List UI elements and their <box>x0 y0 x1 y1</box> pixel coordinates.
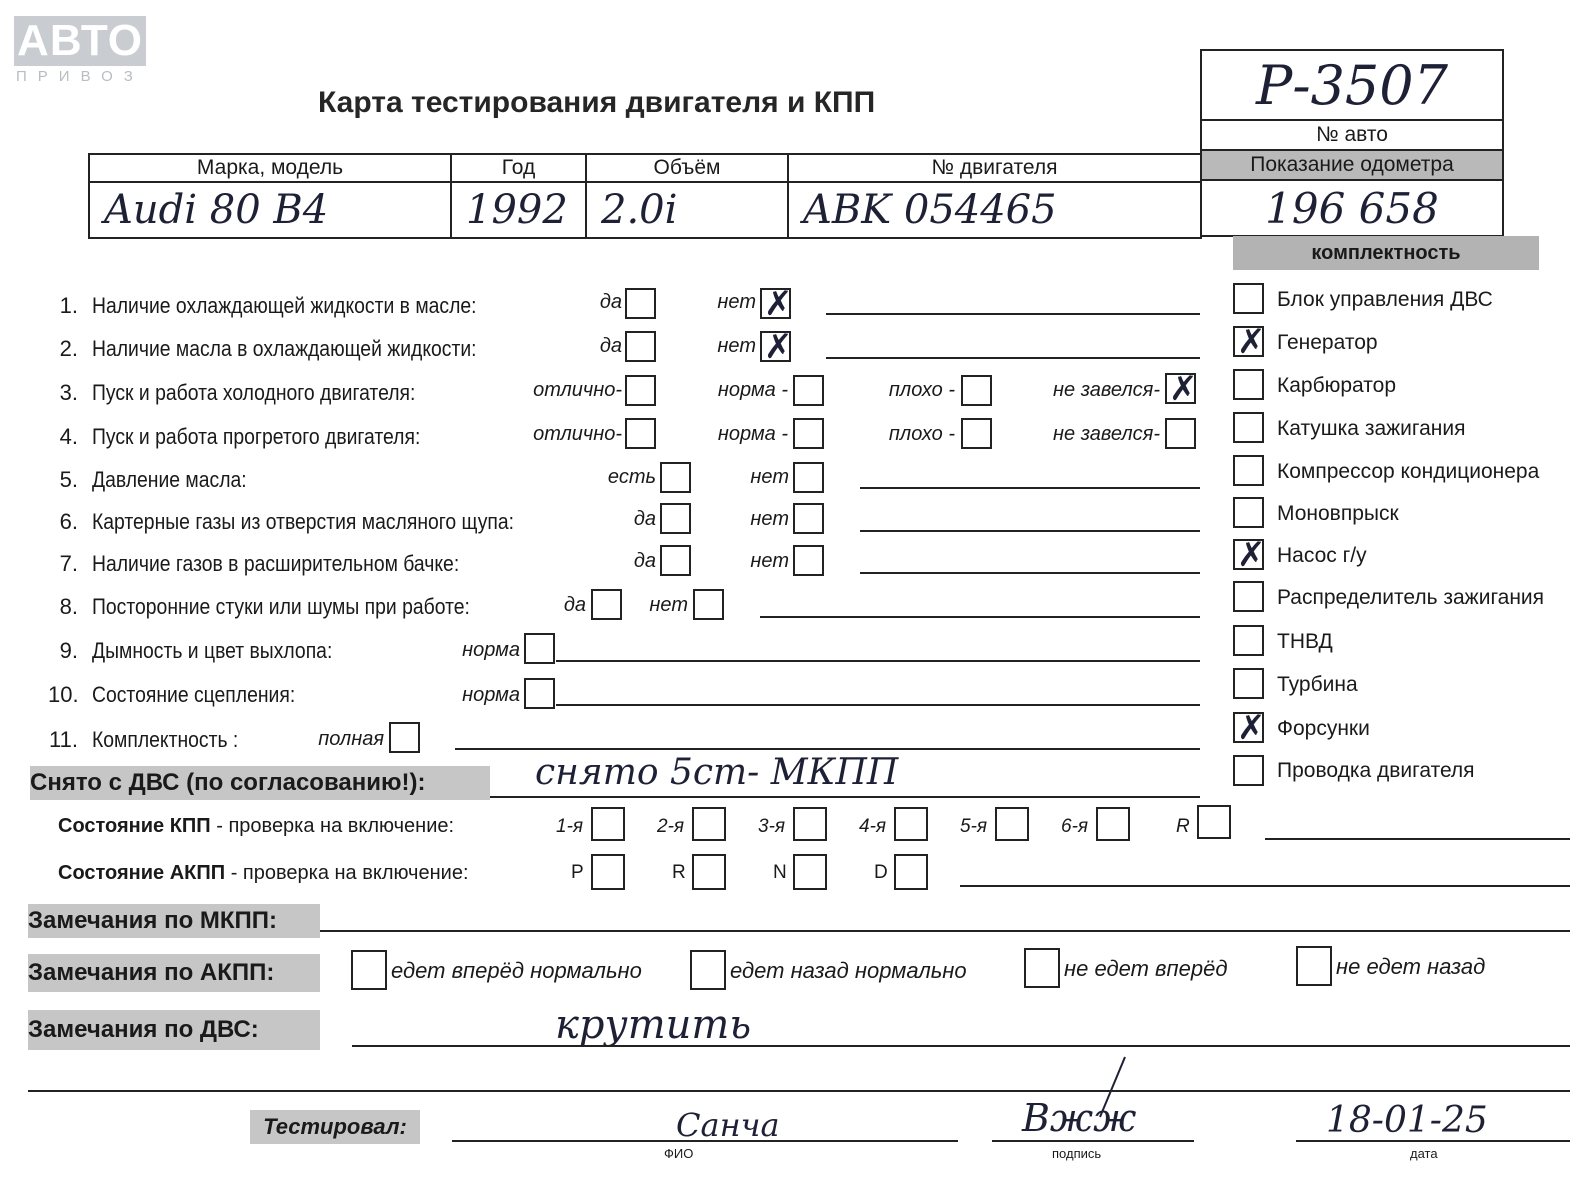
option-label: да <box>599 291 622 313</box>
checkbox[interactable] <box>1233 497 1264 528</box>
notes-line <box>860 572 1200 574</box>
notes-line <box>826 313 1200 315</box>
value-volume: 2.0i <box>586 182 788 238</box>
option-label: отлично- <box>533 379 622 401</box>
question-text: Состояние сцепления: <box>92 682 296 707</box>
checkbox[interactable] <box>660 503 691 534</box>
gear-label: 6-я <box>1061 816 1089 837</box>
gear-label: 2-я <box>657 816 685 837</box>
notes-line <box>556 660 1200 662</box>
option-label: нет <box>750 466 789 488</box>
checkbox[interactable] <box>524 678 555 709</box>
akpp-label-rest: - проверка на включение: <box>225 862 469 884</box>
notes-line <box>490 796 1200 798</box>
test-date: 18-01-25 <box>1326 1100 1488 1141</box>
option-label: норма - <box>717 379 788 401</box>
date-line <box>1296 1140 1570 1142</box>
gear-checkbox[interactable] <box>894 854 928 890</box>
akpp-label <box>58 862 469 885</box>
remarks-mkpp-label: Замечания по МКПП: <box>28 904 320 938</box>
option-label: да <box>633 550 656 572</box>
checkbox-checked[interactable] <box>1233 539 1264 570</box>
signature-line <box>992 1140 1194 1142</box>
checkbox[interactable] <box>1233 668 1264 699</box>
checkbox[interactable] <box>793 545 824 576</box>
value-engine-number: ABK 054465 <box>788 182 1201 238</box>
question-text: Давление масла: <box>92 467 247 492</box>
signature: Вжж <box>1022 1096 1137 1140</box>
option-label: есть <box>607 466 656 488</box>
checkbox[interactable] <box>625 288 656 319</box>
checkbox[interactable] <box>660 462 691 493</box>
logo-text: АВТО <box>14 16 146 66</box>
gear-label: P <box>571 862 584 883</box>
question-text: Посторонние стуки или шумы при работе: <box>92 594 470 619</box>
page-title: Карта тестирования двигателя и КПП <box>318 86 876 119</box>
header-model: Марка, модель <box>89 154 451 182</box>
notes-line <box>826 357 1200 359</box>
kpp-label <box>58 815 454 838</box>
logo-subtext: ПРИВОЗ <box>16 68 144 85</box>
remarks-akpp-label: Замечания по АКПП: <box>28 954 320 992</box>
notes-line <box>352 1045 1570 1047</box>
option-label: нет <box>717 291 756 313</box>
completeness-item: Моновпрыск <box>1277 502 1399 525</box>
question-number: 6. <box>59 509 78 534</box>
completeness-item: Насос г/у <box>1277 544 1367 567</box>
checkbox[interactable] <box>1233 625 1264 656</box>
checkbox[interactable] <box>1233 283 1264 314</box>
option-label: отлично- <box>533 423 622 445</box>
tested-label: Тестировал: <box>250 1110 420 1144</box>
gear-label: D <box>874 862 888 883</box>
completeness-item: Карбюратор <box>1277 374 1397 397</box>
signature-stroke-icon <box>1040 1055 1150 1125</box>
question-number: 1. <box>59 293 78 318</box>
question-text: Дымность и цвет выхлопа: <box>92 638 333 663</box>
signature-caption: подпись <box>1052 1146 1102 1161</box>
notes-line <box>860 487 1200 489</box>
checkbox[interactable] <box>1233 581 1264 612</box>
gear-label: 5-я <box>960 816 988 837</box>
notes-line <box>28 1090 1570 1092</box>
question-number: 10. <box>48 682 79 707</box>
completeness-item: Распределитель зажигания <box>1277 586 1545 609</box>
logo <box>14 16 146 85</box>
question-text: Наличие газов в расширительном бачке: <box>92 551 460 576</box>
checkbox[interactable] <box>591 589 622 620</box>
gear-checkbox[interactable] <box>1197 805 1231 839</box>
checkbox[interactable] <box>524 633 555 664</box>
akpp-option: едет назад нормально <box>730 958 967 983</box>
notes-line <box>455 748 1200 750</box>
gear-checkbox[interactable] <box>894 807 928 841</box>
question-text: Картерные газы из отверстия масляного щупа: <box>92 509 515 534</box>
completeness-header: комплектность <box>1233 236 1539 270</box>
completeness-item: ТНВД <box>1277 630 1333 653</box>
question-number: 2. <box>59 336 78 361</box>
checkbox[interactable] <box>690 950 726 990</box>
checkbox[interactable] <box>793 462 824 493</box>
question-number: 11. <box>49 727 78 752</box>
checkbox[interactable] <box>793 375 824 406</box>
checkbox[interactable] <box>660 545 691 576</box>
gear-checkbox[interactable] <box>793 807 827 841</box>
option-label: плохо - <box>888 379 955 401</box>
checkbox[interactable] <box>793 503 824 534</box>
question-text: Наличие охлаждающей жидкости в масле: <box>92 293 477 318</box>
remarks-dvs-value: крутить <box>555 1002 752 1048</box>
gear-label: R <box>1176 816 1190 837</box>
vehicle-table <box>88 153 1202 239</box>
checkbox-checked[interactable] <box>1233 326 1264 357</box>
question-text: Пуск и работа холодного двигателя: <box>92 380 416 405</box>
option-label: нет <box>649 594 688 616</box>
completeness-item: Генератор <box>1277 331 1378 354</box>
option-label: норма - <box>717 423 788 445</box>
question-number: 5. <box>59 467 78 492</box>
option-label: да <box>563 594 586 616</box>
notes-line <box>860 530 1200 532</box>
option-label: да <box>633 508 656 530</box>
completeness-item: Проводка двигателя <box>1277 759 1475 782</box>
completeness-item: Компрессор кондиционера <box>1277 460 1540 483</box>
value-model: Audi 80 B4 <box>89 182 451 238</box>
gear-label: 1-я <box>556 816 584 837</box>
checkbox[interactable] <box>1296 946 1332 986</box>
option-label: не завелся- <box>1053 379 1160 401</box>
option-label: нет <box>717 335 756 357</box>
akpp-option: не едет назад <box>1336 954 1486 979</box>
option-label: нет <box>750 508 789 530</box>
question-number: 9. <box>59 638 78 663</box>
tester-name: Санча <box>676 1106 780 1144</box>
akpp-option: едет вперёд нормально <box>391 958 642 983</box>
gear-label: N <box>773 862 787 883</box>
remarks-dvs-label: Замечания по ДВС: <box>28 1010 320 1050</box>
kpp-label-bold: Состояние КПП <box>58 815 211 837</box>
checkbox[interactable] <box>1233 755 1264 786</box>
question-text: Комплектность : <box>92 727 239 752</box>
notes-line <box>960 885 1570 887</box>
option-label: не завелся- <box>1053 423 1160 445</box>
gear-checkbox[interactable] <box>692 854 726 890</box>
option-label: норма <box>462 639 520 661</box>
checkbox[interactable] <box>693 589 724 620</box>
akpp-option: не едет вперёд <box>1064 956 1228 981</box>
checkbox[interactable] <box>1233 369 1264 400</box>
notes-line <box>760 616 1200 618</box>
question-text: Пуск и работа прогретого двигателя: <box>92 424 421 449</box>
header-volume: Объём <box>586 154 788 182</box>
value-year: 1992 <box>451 182 586 238</box>
checkbox-checked[interactable] <box>1165 373 1196 404</box>
checkbox[interactable] <box>1024 948 1060 988</box>
completeness-item: Турбина <box>1277 673 1358 696</box>
gear-label: 4-я <box>859 816 887 837</box>
gear-label: R <box>672 862 686 883</box>
notes-line <box>1265 838 1570 840</box>
kpp-label-rest: - проверка на включение: <box>210 815 455 837</box>
question-number: 7. <box>59 551 78 576</box>
checkbox-checked[interactable] <box>760 288 791 319</box>
gear-checkbox[interactable] <box>1096 807 1130 841</box>
checkbox[interactable] <box>961 418 992 449</box>
notes-line <box>320 930 1570 932</box>
header-year: Год <box>451 154 586 182</box>
plate-number: Р-3507 <box>1201 50 1503 120</box>
option-label: да <box>599 335 622 357</box>
completeness-item: Катушка зажигания <box>1277 417 1466 440</box>
option-label: нет <box>750 550 789 572</box>
completeness-item: Блок управления ДВС <box>1277 288 1493 311</box>
plate-box <box>1200 49 1504 237</box>
option-label: плохо - <box>888 423 955 445</box>
notes-line <box>556 704 1200 706</box>
header-engine-number: № двигателя <box>788 154 1201 182</box>
gear-checkbox[interactable] <box>591 807 625 841</box>
checkbox[interactable] <box>961 375 992 406</box>
plate-label: № авто <box>1201 120 1503 150</box>
odometer-value: 196 658 <box>1201 180 1503 236</box>
gear-checkbox[interactable] <box>591 854 625 890</box>
name-caption: ФИО <box>664 1146 694 1161</box>
checkbox[interactable] <box>625 375 656 406</box>
date-caption: дата <box>1410 1146 1438 1161</box>
question-number: 8. <box>59 594 78 619</box>
checkbox[interactable] <box>1233 455 1264 486</box>
gear-label: 3-я <box>758 816 786 837</box>
gear-checkbox[interactable] <box>793 854 827 890</box>
question-number: 4. <box>59 424 78 449</box>
checkbox[interactable] <box>351 950 387 990</box>
checkbox[interactable] <box>625 331 656 362</box>
question-number: 3. <box>59 380 78 405</box>
akpp-label-bold: Состояние АКПП <box>58 862 226 884</box>
removed-label: Снято с ДВС (по согласованию!): <box>30 766 490 800</box>
checkbox[interactable] <box>625 418 656 449</box>
checkbox-checked[interactable] <box>760 331 791 362</box>
question-text: Наличие масла в охлаждающей жидкости: <box>92 336 477 361</box>
checkbox[interactable] <box>793 418 824 449</box>
checkbox[interactable] <box>389 722 420 753</box>
gear-checkbox[interactable] <box>995 807 1029 841</box>
option-label: полная <box>318 728 384 750</box>
option-label: норма <box>462 684 520 706</box>
name-line <box>452 1140 958 1142</box>
checkbox-checked[interactable] <box>1233 712 1264 743</box>
checkbox[interactable] <box>1165 418 1196 449</box>
odometer-label: Показание одометра <box>1201 150 1503 180</box>
checkbox[interactable] <box>1233 412 1264 443</box>
removed-value: снято 5ст- МКПП <box>535 752 899 793</box>
gear-checkbox[interactable] <box>692 807 726 841</box>
completeness-item: Форсунки <box>1277 717 1370 740</box>
